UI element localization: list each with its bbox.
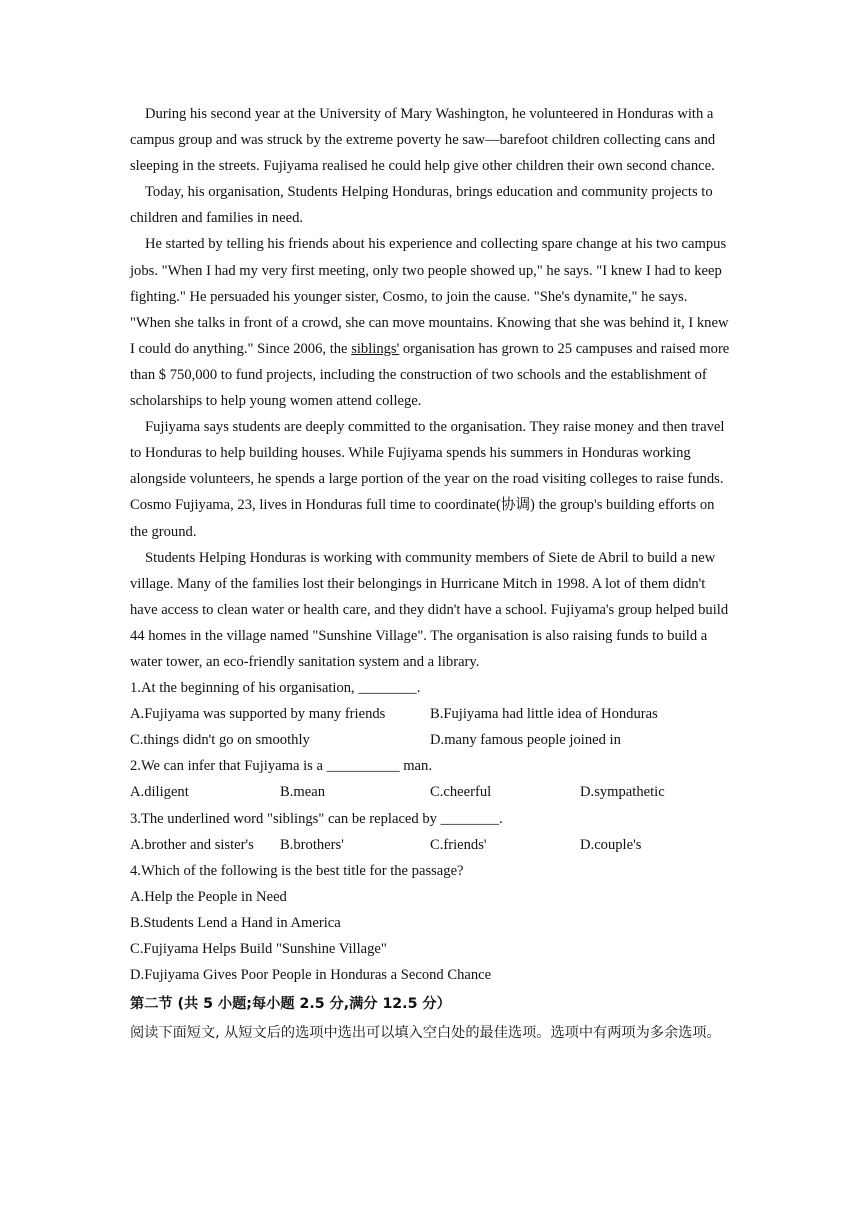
question-3-option-d: D.couple's <box>580 836 642 853</box>
question-3-stem: 3.The underlined word "siblings" can be replaced by ________. <box>130 810 503 827</box>
question-4-option-c: C.Fujiyama Helps Build "Sunshine Village" <box>130 941 387 957</box>
question-2-stem: 2.We can infer that Fujiyama is a __________ man. <box>130 758 432 775</box>
question-2 <box>130 753 730 805</box>
question-3-options-row <box>130 832 730 858</box>
paragraph-3-text-before: He started by telling his friends about his experience and collecting spare change at his two campus jobs. "When I had my very first meeting, only two people showed up," he says. "I knew I had to keep fighting." He persuaded his younger sister, Cosmo, to join the cause. "She's dynamite," he says. "When she talks in front of a crowd, she can move mountains. Knowing that she was behind it, I knew I could do anything." Since 2006, the <box>130 236 729 357</box>
question-2-option-b: B.mean <box>280 784 325 801</box>
question-1-options-row-2 <box>130 727 730 753</box>
question-1-option-d: D.many famous people joined in <box>430 732 621 749</box>
passage-paragraph-4: Fujiyama says students are deeply committed to the organisation. They raise money and then travel to Honduras to help building houses. While Fujiyama spends his summers in Honduras working alongside volunteers, he spends a large portion of the year on the road visiting colleges to raise funds. Cosmo Fujiyama, 23, lives in Honduras full time to coordinate(协调) the group's building efforts on the ground. <box>130 419 725 540</box>
underlined-word-siblings: siblings' <box>351 340 400 357</box>
question-4-stem: 4.Which of the following is the best title for the passage? <box>130 862 464 879</box>
question-2-option-d: D.sympathetic <box>580 784 665 801</box>
question-4-option-b: B.Students Lend a Hand in America <box>130 914 341 931</box>
question-1-options-row-1 <box>130 701 730 727</box>
question-3-option-b: B.brothers' <box>280 836 344 853</box>
question-1-stem: 1.At the beginning of his organisation, ________. <box>130 680 421 697</box>
question-4-option-a: A.Help the People in Need <box>130 888 287 905</box>
question-3-option-c: C.friends' <box>430 836 487 853</box>
section-2-instructions: 阅读下面短文, 从短文后的选项中选出可以填入空白处的最佳选项。选项中有两项为多余选项。 <box>130 1025 721 1042</box>
paragraph-3-text-after: organisation has grown to 25 campuses and raised more than $ 750,000 to fund projects, including the construction of two schools and the establishment of scholarships to help young women attend college. <box>130 340 730 410</box>
question-1 <box>130 675 730 753</box>
question-2-options-row <box>130 779 730 805</box>
passage-paragraph-3 <box>130 231 730 414</box>
passage-paragraph-5: Students Helping Honduras is working with community members of Siete de Abril to build a new village. Many of the families lost their belongings in Hurricane Mitch in 1998. A lot of them didn't have access to clean water or health care, and they didn't have a school. Fujiyama's group helped build 44 homes in the village named "Sunshine Village". The organisation is also raising funds to build a water tower, an eco-friendly sanitation system and a library. <box>130 549 729 670</box>
reading-passage <box>130 101 730 1048</box>
question-1-option-c: C.things didn't go on smoothly <box>130 732 310 749</box>
question-2-option-c: C.cheerful <box>430 784 492 801</box>
question-2-option-a: A.diligent <box>130 784 189 801</box>
question-3 <box>130 806 730 858</box>
passage-paragraph-1: During his second year at the University of Mary Washington, he volunteered in Honduras with a campus group and was struck by the extreme poverty he saw—barefoot children collecting cans and sleeping in the streets. Fujiyama realised he could help give other children their own second chance. <box>130 106 716 175</box>
question-4-option-d: D.Fujiyama Gives Poor People in Honduras a Second Chance <box>130 967 492 984</box>
question-3-option-a: A.brother and sister's <box>130 836 254 853</box>
question-1-option-b: B.Fujiyama had little idea of Honduras <box>430 706 658 723</box>
passage-paragraph-2: Today, his organisation, Students Helping Honduras, brings education and community projects to children and families in need. <box>130 184 713 227</box>
question-1-option-a: A.Fujiyama was supported by many friends <box>130 706 386 723</box>
question-4 <box>130 858 730 988</box>
section-2-title: 第二节 (共 5 小题;每小题 2.5 分,满分 12.5 分） <box>130 996 451 1013</box>
